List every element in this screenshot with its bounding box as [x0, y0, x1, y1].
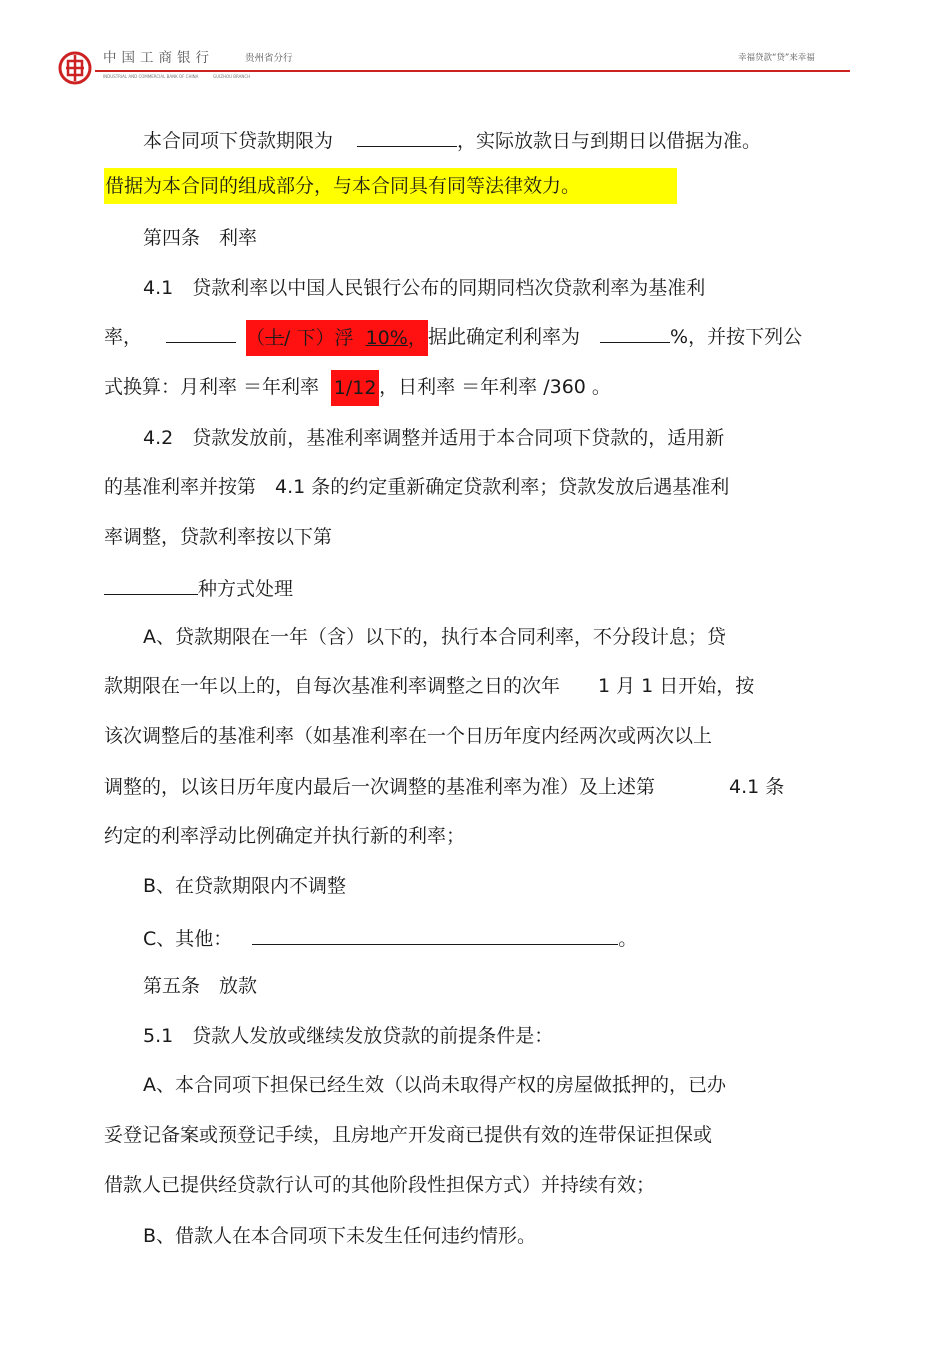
text-line: 借款人已提供经贷款行认可的其他阶段性担保方式）并持续有效； [104, 1174, 656, 1196]
yellow-highlight: 借据为本合同的组成部分，与本合同具有同等法律效力。 [104, 168, 677, 204]
text-line: 妥登记备案或预登记手续，且房地产开发商已提供有效的连带保证担保或 [104, 1124, 713, 1146]
text-line: C、其他： 。 [143, 923, 637, 949]
text-line: 5.1 贷款人发放或继续发放贷款的前提条件是： [143, 1025, 554, 1047]
blank-field [252, 923, 618, 945]
text-line: 本合同项下贷款期限为 ，实际放款日与到期日以借据为准。 [143, 125, 761, 151]
branch-name-en: GUIZHOU BRANCH [213, 74, 251, 79]
bank-name-en: INDUSTRIAL AND COMMERCIAL BANK OF CHINA [103, 74, 199, 79]
text-line: 率， （上/ 下）浮 10%，据此确定利利率为 %，并按下列公 [104, 319, 802, 355]
header-divider [95, 70, 850, 72]
text-line: 该次调整后的基准利率（如基准利率在一个日历年度内经两次或两次以上 [104, 725, 713, 747]
text-line: 约定的利率浮动比例确定并执行新的利率； [104, 825, 466, 847]
text-line: 调整的，以该日历年度内最后一次调整的基准利率为准）及上述第 4.1 条 [104, 776, 785, 798]
text-line: B、在贷款期限内不调整 [143, 875, 347, 897]
red-highlight: （上/ 下）浮 10%， [246, 320, 428, 356]
text-line: A、贷款期限在一年（含）以下的，执行本合同利率，不分段计息；贷 [143, 626, 726, 648]
text-line: B、借款人在本合同项下未发生任何违约情形。 [143, 1225, 537, 1247]
branch-name-cn: 贵州省分行 [245, 53, 293, 64]
highlighted-line [104, 168, 677, 204]
blank-field [600, 321, 670, 343]
bank-name-cn: 中国工商银行 [103, 50, 214, 66]
text-line: 的基准利率并按第 4.1 条的约定重新确定贷款利率；贷款发放后遇基准利 [104, 476, 730, 498]
article-title: 第五条 放款 [143, 975, 258, 997]
text-line: 率调整，贷款利率按以下第 [104, 526, 333, 548]
icbc-logo-icon [58, 51, 92, 85]
red-highlight: 1/12 [331, 370, 379, 406]
blank-field [357, 125, 457, 147]
header-slogan: 幸福贷款“贷”来幸福 [738, 53, 815, 63]
blank-field [166, 321, 236, 343]
text-line: 式换算：月利率 ＝年利率 1/12 ，日利率 ＝年利率 /360 。 [104, 369, 611, 405]
text-line: A、本合同项下担保已经生效（以尚未取得产权的房屋做抵押的，已办 [143, 1074, 726, 1096]
text-line: 款期限在一年以上的，自每次基准利率调整之日的次年 1 月 1 日开始，按 [104, 675, 755, 697]
text-line: 4.2 贷款发放前，基准利率调整并适用于本合同项下贷款的，适用新 [143, 427, 725, 449]
article-title: 第四条 利率 [143, 227, 258, 249]
blank-field [104, 573, 198, 595]
text-line: 4.1 贷款利率以中国人民银行公布的同期同档次贷款利率为基准利 [143, 277, 706, 299]
page-header [0, 0, 950, 100]
text-line: 种方式处理 [104, 573, 293, 599]
